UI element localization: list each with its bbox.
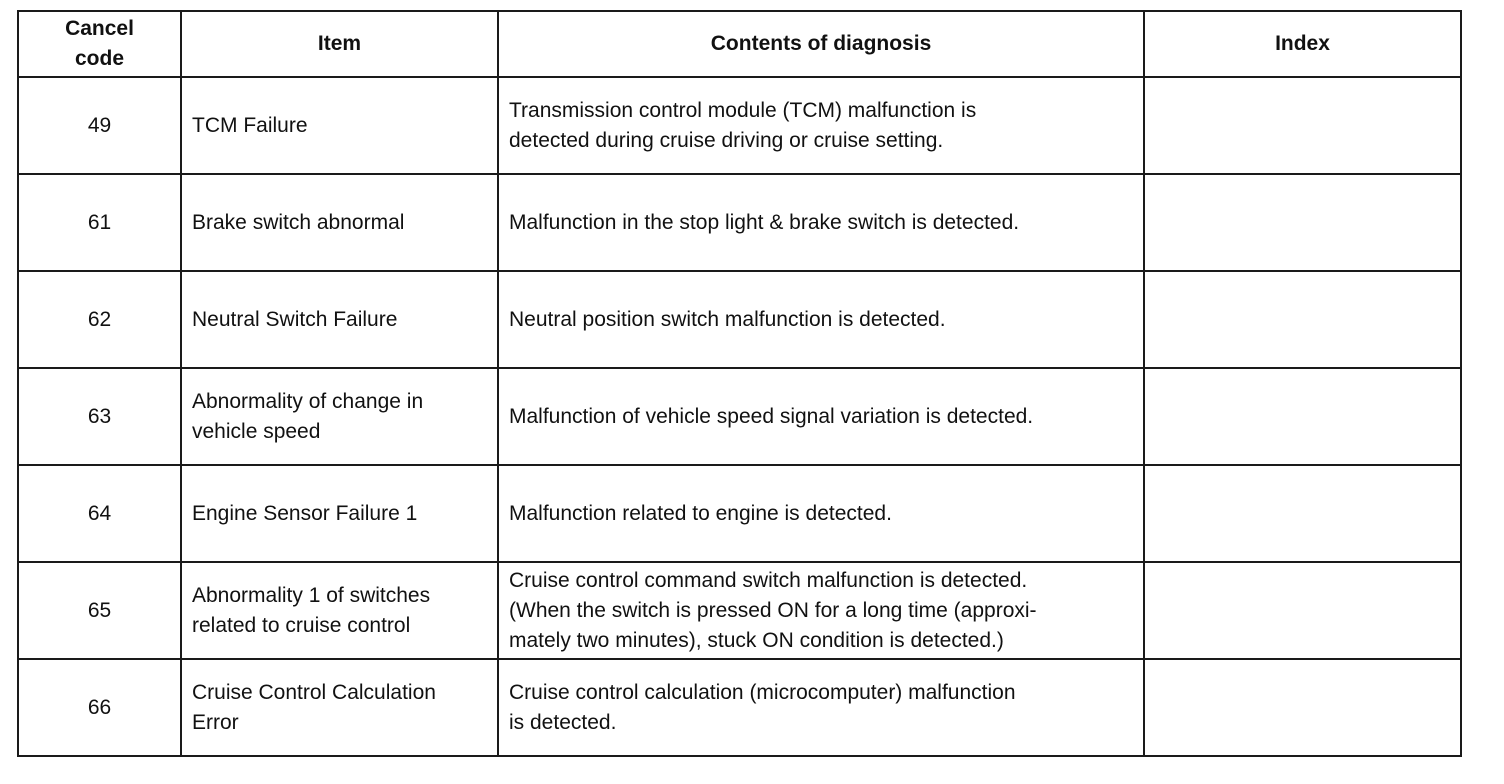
cancel-code-table [17,10,1462,757]
table-row [18,77,1461,174]
item-cell: Abnormality of change in vehicle speed [181,368,498,465]
index-cell [1144,465,1461,562]
item-cell: Cruise Control Calculation Error [181,659,498,756]
contents-cell: Malfunction related to engine is detected. [498,465,1144,562]
cancel-code-cell: 62 [18,271,181,368]
table-row [18,659,1461,756]
contents-cell: Transmission control module (TCM) malfunction is detected during cruise driving or cruise setting. [498,77,1144,174]
item-cell: TCM Failure [181,77,498,174]
cancel-code-cell: 61 [18,174,181,271]
index-cell [1144,271,1461,368]
index-cell [1144,77,1461,174]
item-cell: Brake switch abnormal [181,174,498,271]
table-header-row [18,11,1461,77]
item-cell: Neutral Switch Failure [181,271,498,368]
table-row [18,465,1461,562]
cancel-code-cell: 63 [18,368,181,465]
header-index: Index [1144,11,1461,77]
table-row [18,562,1461,659]
item-cell: Engine Sensor Failure 1 [181,465,498,562]
index-cell [1144,562,1461,659]
cancel-code-cell: 66 [18,659,181,756]
contents-cell: Neutral position switch malfunction is detected. [498,271,1144,368]
contents-cell: Cruise control calculation (microcomputer) malfunction is detected. [498,659,1144,756]
table-row [18,368,1461,465]
header-cancel-code: Cancel code [18,11,181,77]
header-contents: Contents of diagnosis [498,11,1144,77]
table-row [18,174,1461,271]
table-row [18,271,1461,368]
index-cell [1144,659,1461,756]
index-cell [1144,368,1461,465]
contents-cell: Cruise control command switch malfunction is detected. (When the switch is pressed ON for a long time (approxi- mately two minutes), stuck ON condition is detected.) [498,562,1144,659]
contents-cell: Malfunction of vehicle speed signal variation is detected. [498,368,1144,465]
index-cell [1144,174,1461,271]
item-cell: Abnormality 1 of switches related to cruise control [181,562,498,659]
contents-cell: Malfunction in the stop light & brake switch is detected. [498,174,1144,271]
cancel-code-cell: 65 [18,562,181,659]
header-item: Item [181,11,498,77]
cancel-code-cell: 49 [18,77,181,174]
cancel-code-cell: 64 [18,465,181,562]
